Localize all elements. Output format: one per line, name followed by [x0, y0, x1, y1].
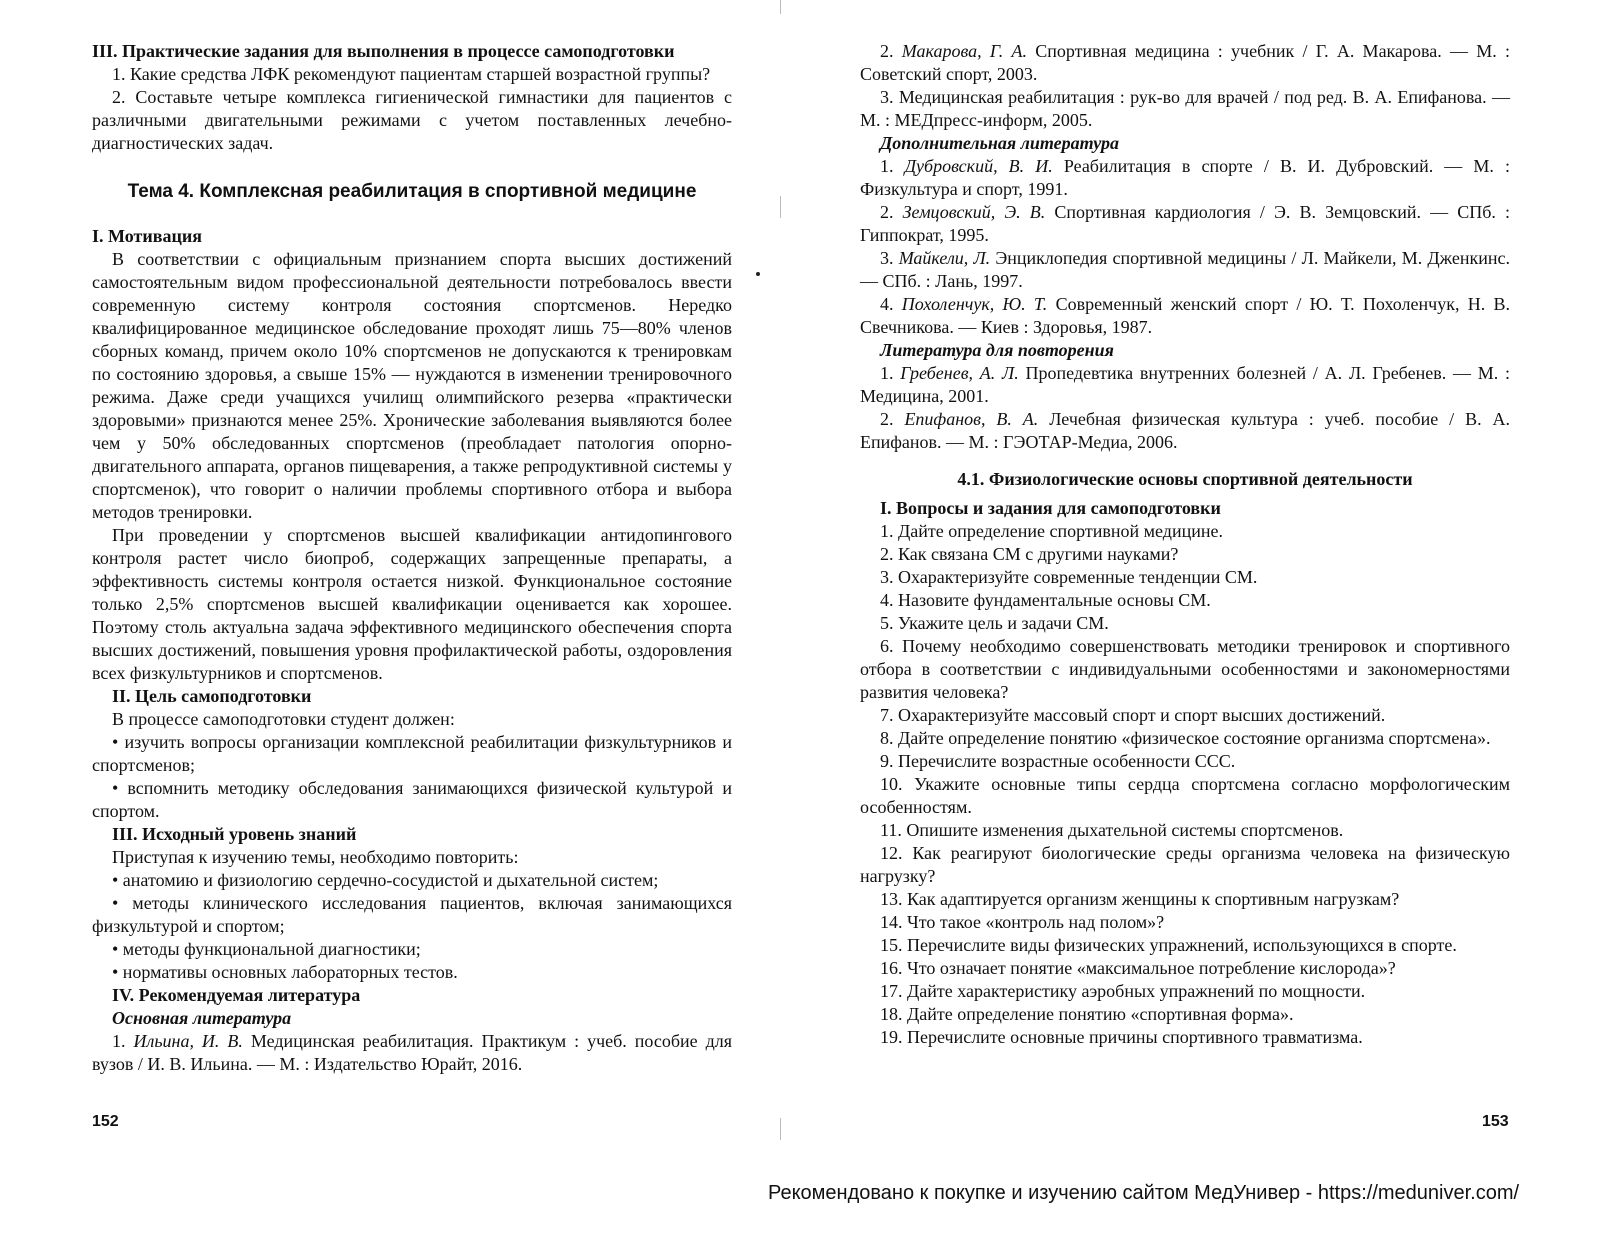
practical-task-2: 2. Составьте четыре комплекса гигиенической гимнастики для пациентов с различными двигательными режимами с учетом поставленных лечебно-диагностических задач. [92, 87, 732, 153]
question-item: 4. Назовите фундаментальные основы СМ. [880, 590, 1211, 610]
author: Майкели, Л. [898, 248, 991, 268]
knowledge-bullet-2: • методы клинического исследования пациентов, включая занимающихся физкультурой и спортом; [92, 893, 732, 936]
motivation-paragraph-1: В соответствии с официальным признанием спорта высших достижений самостоятельным видом профессиональной деятельности потребовалось ввести современную систему контроля состояния спортсменов. Нередко квалифицированное медицинское обследование проходят лишь 75—80% членов сборных команд, причем около 10% спортсменов не допускаются к тренировкам по состоянию здоровья, а свыше 15% — нуждаются в изменении тренировочного режима. Даже среди учащихся училищ олимпийского резерва «практически здоровыми» признаются менее 25%. Хронические заболевания выявляются более чем у 50% обследованных спортсменов (преобладает патология опорно-двигательного аппарата, органов пищеварения, а также репродуктивной системы у спортсменок), что говорит о наличии проблемы спортивного отбора и выбора методов тренировки. [92, 249, 732, 522]
page-gutter-mark [780, 1118, 781, 1140]
topic-title: Тема 4. Комплексная реабилитация в спортивной медицине [127, 181, 697, 202]
main-literature-item-1: 1. Ильина, И. В. Медицинская реабилитация. Практикум : учеб. пособие для вузов / И. В. Ильина. — М. : Издательство Юрайт, 2016. [92, 1031, 733, 1074]
author: Земцовский, Э. В. [902, 202, 1046, 222]
additional-literature-item-4: 4. Похоленчук, Ю. Т. Современный женский спорт / Ю. Т. Похоленчук, Н. В. Свечникова. — Киев : Здоровья, 1987. [860, 294, 1511, 337]
page-number-right: 153 [1482, 1113, 1509, 1130]
left-page-text [92, 40, 732, 1076]
repetition-literature-item-1: 1. Гребенев, А. Л. Пропедевтика внутренних болезней / А. Л. Гребенев. — М. : Медицина, 2001. [860, 363, 1511, 406]
motivation-paragraph-2: При проведении у спортсменов высшей квалификации антидопингового контроля растет число биопроб, содержащих запрещенные препараты, а эффективность системы контроля остается низкой. Функциональное состояние только 2,5% спортсменов высшей квалификации оценивается как хорошее. Поэтому столь актуальна задача эффективного медицинского обеспечения спорта высших достижений, повышения уровня профилактической работы, оздоровления всех физкультурников и спортсменов. [92, 525, 732, 683]
question-item: 11. Опишите изменения дыхательной системы спортсменов. [880, 820, 1344, 840]
subtopic-title: 4.1. Физиологические основы спортивной деятельности [957, 469, 1413, 489]
footer-watermark-text: Рекомендовано к покупке и изучению сайтом МедУнивер - https://meduniver.com/ [768, 1182, 1520, 1204]
question-item: 2. Как связана СМ с другими науками? [880, 544, 1179, 564]
author: Похоленчук, Ю. Т. [901, 294, 1048, 314]
question-item: 17. Дайте характеристику аэробных упражнений по мощности. [880, 981, 1366, 1001]
question-item: 12. Как реагируют биологические среды организма человека на физическую нагрузку? [860, 843, 1510, 886]
additional-literature-item-3: 3. Майкели, Л. Энциклопедия спортивной медицины / Л. Майкели, М. Дженкинс. — СПб. : Лань, 1997. [860, 248, 1511, 291]
knowledge-bullet-4: • нормативы основных лабораторных тестов. [112, 962, 458, 982]
knowledge-bullet-3: • методы функциональной диагностики; [112, 939, 421, 959]
question-item: 15. Перечислите виды физических упражнений, использующихся в спорте. [880, 935, 1457, 955]
additional-literature-heading: Дополнительная литература [880, 133, 1119, 153]
main-literature-item-2: 2. Макарова, Г. А. Спортивная медицина : учебник / Г. А. Макарова. — М. : Советский спорт, 2003. [860, 41, 1510, 84]
question-item: 10. Укажите основные типы сердца спортсмена согласно морфологическим особенностям. [860, 774, 1510, 817]
question-item: 14. Что такое «контроль над полом»? [880, 912, 1165, 932]
practical-tasks-heading: III. Практические задания для выполнения в процессе самоподготовки [92, 41, 675, 61]
page-gutter-mark [780, 0, 781, 14]
questions-list [860, 520, 1510, 1049]
knowledge-bullet-1: • анатомию и физиологию сердечно-сосудистой и дыхательной систем; [112, 870, 659, 890]
question-item: 5. Укажите цель и задачи СМ. [880, 613, 1109, 633]
goal-heading: II. Цель самоподготовки [112, 686, 312, 706]
speck [756, 272, 760, 276]
questions-heading: I. Вопросы и задания для самоподготовки [880, 498, 1221, 518]
main-literature-item-3: 3. Медицинская реабилитация : рук-во для врачей / под ред. В. А. Епифанова. — М. : МЕДпресс-информ, 2005. [860, 87, 1510, 130]
author: Дубровский, В. И. [904, 156, 1053, 176]
question-item: 1. Дайте определение спортивной медицине. [880, 521, 1223, 541]
question-item: 9. Перечислите возрастные особенности ССС. [880, 751, 1236, 771]
question-item: 6. Почему необходимо совершенствовать методики тренировок и спортивного отбора в соответствии с индивидуальными особенностями и закономерностями развития человека? [860, 636, 1510, 702]
motivation-heading: I. Мотивация [92, 226, 202, 246]
author: Епифанов, В. А. [904, 409, 1039, 429]
goal-bullet-1: • изучить вопросы организации комплексной реабилитации физкультурников и спортсменов; [92, 732, 732, 775]
right-page-text [860, 40, 1510, 1049]
question-item: 3. Охарактеризуйте современные тенденции СМ. [880, 567, 1258, 587]
question-item: 13. Как адаптируется организм женщины к спортивным нагрузкам? [880, 889, 1400, 909]
page-number-left: 152 [92, 1113, 119, 1130]
author: Макарова, Г. А. [901, 41, 1027, 61]
main-literature-heading: Основная литература [112, 1008, 292, 1028]
practical-task-1: 1. Какие средства ЛФК рекомендуют пациентам старшей возрастной группы? [112, 64, 711, 84]
question-item: 19. Перечислите основные причины спортивного травматизма. [880, 1027, 1363, 1047]
author: Гребенев, А. Л. [900, 363, 1019, 383]
goal-intro: В процессе самоподготовки студент должен: [112, 709, 455, 729]
question-item: 7. Охарактеризуйте массовый спорт и спорт высших достижений. [880, 705, 1386, 725]
question-item: 18. Дайте определение понятию «спортивная форма». [880, 1004, 1294, 1024]
additional-literature-item-2: 2. Земцовский, Э. В. Спортивная кардиология / Э. В. Земцовский. — СПб. : Гиппократ, 1995. [860, 202, 1510, 245]
additional-literature-item-1: 1. Дубровский, В. И. Реабилитация в спорте / В. И. Дубровский. — М. : Физкультура и спорт, 1991. [860, 156, 1510, 199]
repetition-literature-item-2: 2. Епифанов, В. А. Лечебная физическая культура : учеб. пособие / В. А. Епифанов. — М. : ГЭОТАР-Медиа, 2006. [860, 409, 1510, 452]
goal-bullet-2: • вспомнить методику обследования занимающихся физической культурой и спортом. [92, 778, 732, 821]
literature-heading: IV. Рекомендуемая литература [112, 985, 361, 1005]
author: Ильина, И. В. [133, 1031, 243, 1051]
question-item: 16. Что означает понятие «максимальное потребление кислорода»? [880, 958, 1396, 978]
knowledge-level-intro: Приступая к изучению темы, необходимо повторить: [112, 847, 519, 867]
question-item: 8. Дайте определение понятию «физическое состояние организма спортсмена». [880, 728, 1491, 748]
page-gutter-mark [780, 196, 781, 218]
knowledge-level-heading: III. Исходный уровень знаний [112, 824, 357, 844]
repetition-literature-heading: Литература для повторения [880, 340, 1114, 360]
